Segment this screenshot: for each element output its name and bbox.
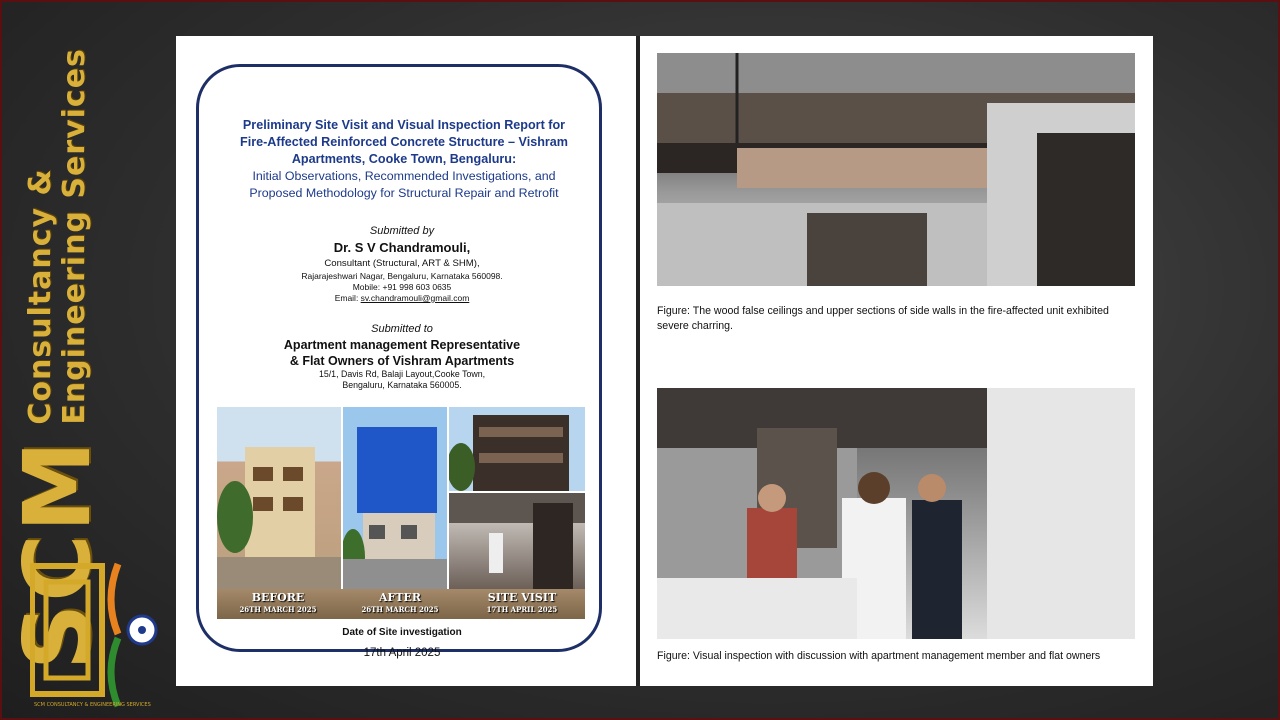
figure-caption-2: Figure: Visual inspection with discussion with apartment management member and flat owners [657,650,1101,662]
submitted-by-label: Submitted by [369,225,435,237]
recipient-line-2: & Flat Owners of Vishram Apartments [289,354,515,368]
email-label: Email: [334,293,361,303]
photo-before [217,407,341,589]
recipient-address-line-1: 15/1, Davis Rd, Balaji Layout,Cooke Town, [318,369,486,379]
photo-site-visit [449,493,585,589]
submitted-to-label: Submitted to [371,323,433,335]
figure-photo-charred-ceiling [657,53,1135,286]
brand-strip [4,20,168,708]
author-role: Consultant (Structural, ART & SHM), [324,258,480,269]
cover-frame [196,64,602,659]
report-title: Preliminary Site Visit and Visual Inspection Report for Fire-Affected Reinforced Concrete Structure – Vishram Apartments, Cooke Town, Bengaluru: [240,118,568,166]
figure-photo-inspection [657,388,1135,639]
email-link[interactable]: sv.chandramouli@gmail.com [360,293,470,303]
brand-acronym: SCM [4,438,111,670]
figure-caption-1: Figure: The wood false ceilings and upper sections of side walls in the fire-affected unit exhibited severe charring. [657,305,1109,332]
figures-page [640,36,1153,686]
author-mobile: Mobile: +91 998 603 0635 [352,282,452,292]
author-address: Rajarajeshwari Nagar, Bengaluru, Karnataka 560098. [301,271,503,281]
photo-after [343,407,447,589]
scm-logo-icon [30,560,170,710]
photo-burnt-facade [449,407,585,491]
site-investigation-date-label: Date of Site investigation [342,627,462,638]
report-cover-page [176,36,636,686]
recipient-line-1: Apartment management Representative [283,338,521,352]
recipient [219,337,585,369]
recipient-address-line-2: Bengaluru, Karnataka 560005. [342,380,462,390]
site-investigation-date: 17th April 2025 [363,647,441,659]
brand-line-1: Consultancy & [23,168,58,425]
author-name: Dr. S V Chandramouli, [333,240,471,255]
cover-photo-collage [217,407,585,589]
author-email-line [219,293,585,304]
caption-after: AFTER 26TH MARCH 2025 [361,591,439,614]
photo-caption-bar [217,589,585,619]
caption-site-visit: SITE VISIT 17TH APRIL 2025 [486,591,558,614]
report-subtitle: Initial Observations, Recommended Investigations, and Proposed Methodology for Structural Repair and Retrofit [249,169,559,200]
recipient-address [219,369,585,391]
brand-line-2: Engineering Services [57,48,92,425]
logo-caption: SCM CONSULTANCY & ENGINEERING SERVICES [34,702,151,708]
caption-before: BEFORE 26TH MARCH 2025 [239,591,317,614]
